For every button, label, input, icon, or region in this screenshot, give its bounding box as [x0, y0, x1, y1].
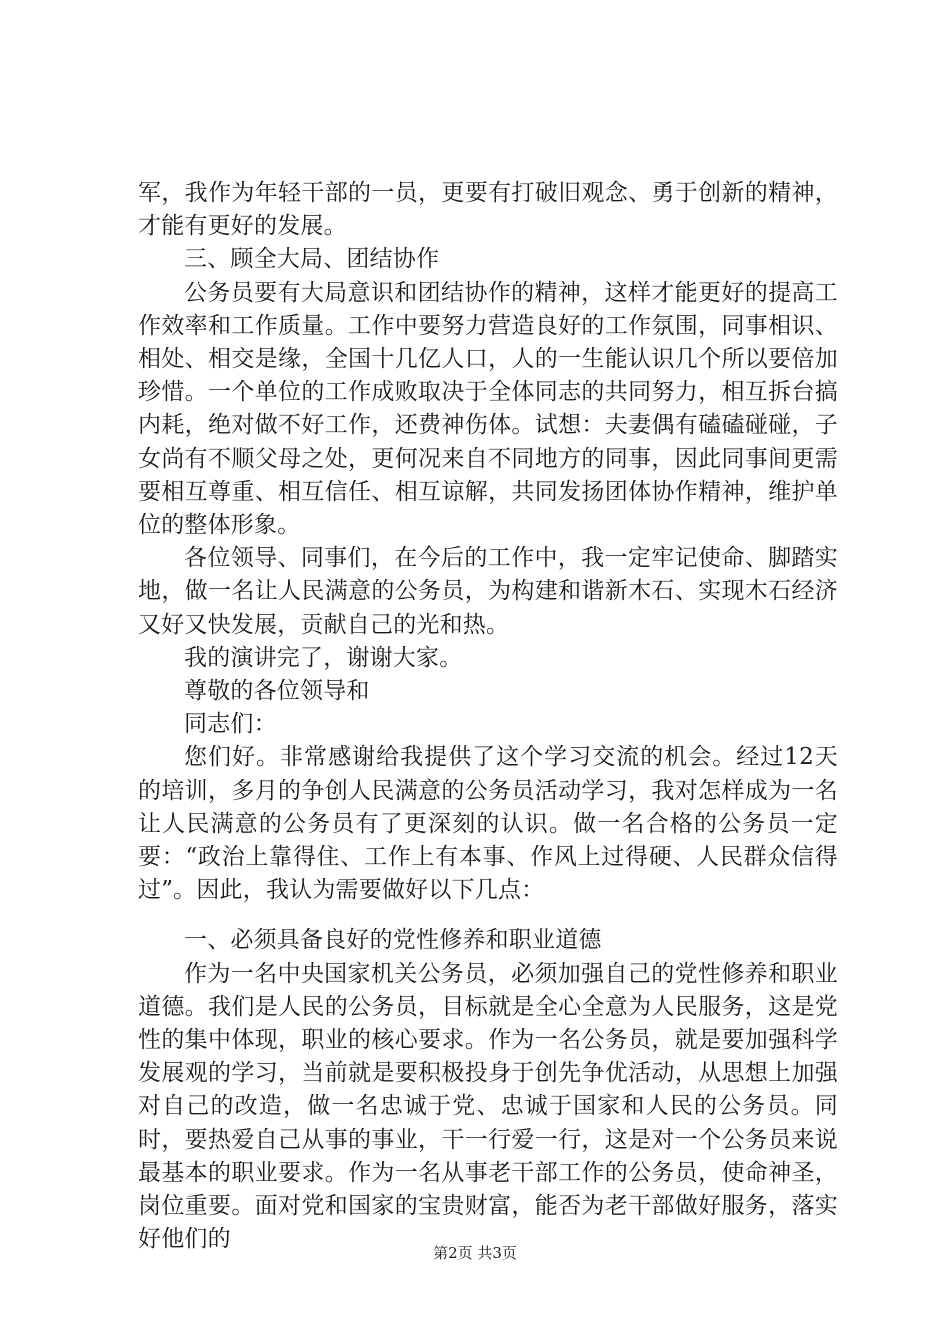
paragraph-opening: 您们好。非常感谢给我提供了这个学习交流的机会。经过12天的培训，多月的争创人民满意的公务员活动学习，我对怎样成为一名让人民满意的公务员有了更深刻的认识。做一名合格的公务员一定要：“政治上靠得住、工作上有本事、作风上过得硬、人民群众信得过”。因此，我认为需要做好以下几点： [138, 744, 838, 904]
salutation-line-1: 尊敬的各位领导和 [184, 678, 370, 705]
salutation-line-2: 同志们： [184, 711, 277, 738]
section-heading-3: 三、顾全大局、团结协作 [184, 246, 440, 273]
page-footer: 第2页 共3页 [433, 1244, 517, 1262]
paragraph-section-1: 作为一名中央国家机关公务员，必须加强自己的党性修养和职业道德。我们是人民的公务员，目标就是全心全意为人民服务，这是党性的集中体现，职业的核心要求。作为一名公务员，就是要加强科学发展观的学习，当前就是要积极投身于创先争优活动，从思想上加强对自己的改造，做一名忠诚于党、忠诚于国家和人民的公务员。同时，要热爱自己从事的事业，干一行爱一行，这是对一个公务员来说最基本的职业要求。作为一名从事老干部工作的公务员，使命神圣，岗位重要。面对党和国家的宝贵财富，能否为老干部做好服务，落实好他们的 [138, 960, 838, 1253]
section-heading-1: 一、必须具备良好的党性修养和职业道德 [184, 927, 602, 954]
paragraph-2: 公务员要有大局意识和团结协作的精神，这样才能更好的提高工作效率和工作质量。工作中要努力营造良好的工作氛围，同事相识、相处、相交是缘，全国十几亿人口，人的一生能认识几个所以要倍加珍惜。一个单位的工作成败取决于全体同志的共同努力，相互拆台搞内耗，绝对做不好工作，还费神伤体。试想：夫妻偶有磕磕碰碰，子女尚有不顺父母之处，更何况来自不同地方的同事，因此同事间更需要相互尊重、相互信任、相互谅解，共同发扬团体协作精神，维护单位的整体形象。 [138, 279, 838, 539]
paragraph-closing: 我的演讲完了，谢谢大家。 [184, 644, 463, 671]
document-body [138, 177, 838, 1257]
paragraph-1: 军，我作为年轻干部的一员，更要有打破旧观念、勇于创新的精神，才能有更好的发展。 [138, 180, 838, 240]
paragraph-3: 各位领导、同事们，在今后的工作中，我一定牢记使命、脚踏实地，做一名让人民满意的公务员，为构建和谐新木石、实现木石经济又好又快发展，贡献自己的光和热。 [138, 545, 838, 638]
